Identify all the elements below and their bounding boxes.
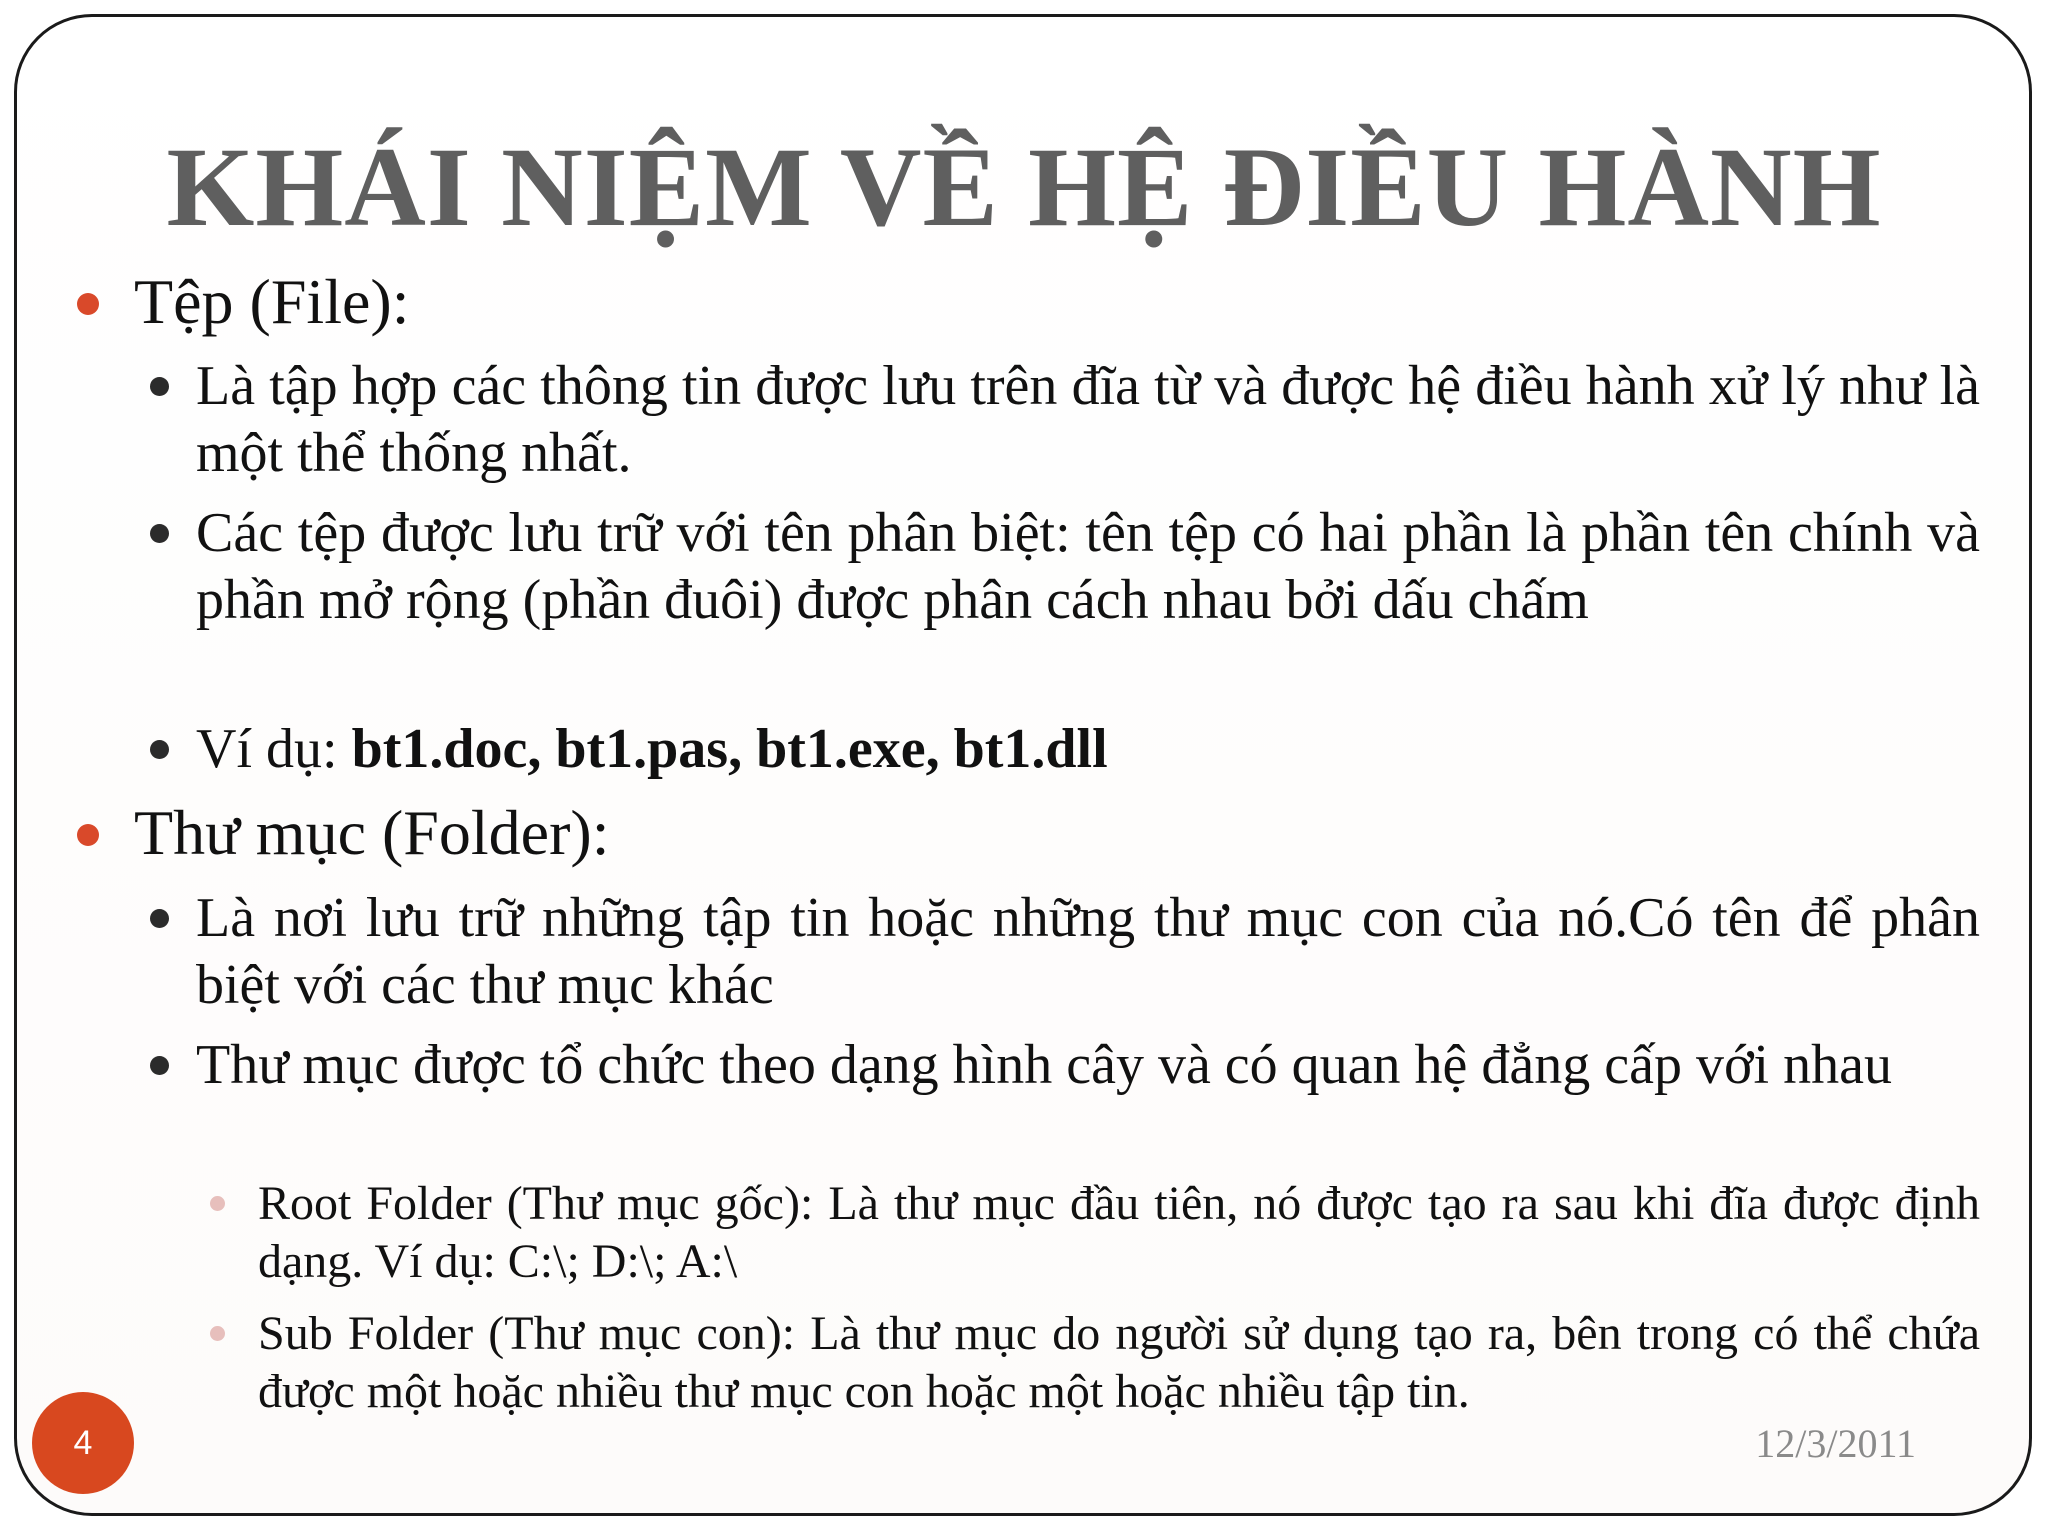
example-label: Ví dụ: [196,718,352,780]
bullet-marker [150,1056,169,1075]
sub-bullet-marker [210,1196,225,1211]
page-number-badge: 4 [32,1392,134,1494]
example-value: bt1.doc, bt1.pas, bt1.exe, bt1.dll [351,718,1108,780]
bullet-marker [77,293,99,315]
folder-definition: Là nơi lưu trữ những tập tin hoặc những thư mục con của nó.Có tên để phân biệt với các thư mục khác [196,887,1980,1016]
bullet-marker [150,524,169,543]
file-heading: Tệp (File): [134,266,410,337]
folder-structure: Thư mục được tổ chức theo dạng hình cây và có quan hệ đẳng cấp với nhau [196,1034,1892,1096]
sub-bullet-marker [210,1326,225,1341]
file-definition: Là tập hợp các thông tin được lưu trên đĩa từ và được hệ điều hành xử lý như là một thể thống nhất. [196,355,1980,484]
slide-title: KHÁI NIỆM VỀ HỆ ĐIỀU HÀNH [166,125,1882,250]
file-example [196,716,1980,783]
root-folder-text: Root Folder (Thư mục gốc): Là thư mục đầu tiên, nó được tạo ra sau khi đĩa được định dạng. Ví dụ: C:\; D:\; A:\ [258,1177,1980,1288]
bullet-marker [150,740,169,759]
sub-folder-text: Sub Folder (Thư mục con): Là thư mục do người sử dụng tạo ra, bên trong có thể chứa được một hoặc nhiều thư mục con hoặc một hoặc nhiều tập tin. [258,1307,1980,1418]
bullet-marker [150,909,169,928]
file-naming: Các tệp được lưu trữ với tên phân biệt: tên tệp có hai phần là phần tên chính và phần mở rộng (phần đuôi) được phân cách nhau bởi dấu chấm [196,502,1980,631]
bullet-marker [150,377,169,396]
bullet-marker [77,824,99,846]
folder-heading: Thư mục (Folder): [134,797,610,868]
slide-date: 12/3/2011 [1755,1421,1916,1466]
